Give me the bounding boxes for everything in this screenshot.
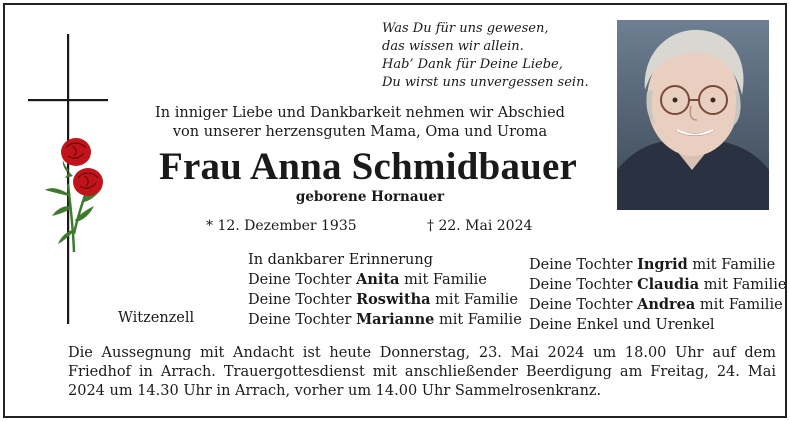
deceased-name: Frau Anna Schmidbauer (158, 145, 578, 188)
poem-line: das wissen wir allein. (382, 39, 524, 54)
mourner-line: Deine Tochter Anita mit Familie (248, 271, 487, 288)
poem-line: Du wirst uns unvergessen sein. (382, 75, 589, 90)
place-name: Witzenzell (118, 310, 195, 326)
mourners-right (529, 255, 787, 335)
maiden-name: geborene Hornauer (295, 189, 445, 205)
mourner-line: Deine Tochter Ingrid mit Familie (529, 256, 776, 273)
birth-date: * 12. Dezember 1935 (206, 218, 357, 234)
poem-line: Was Du für uns gewesen, (382, 21, 549, 36)
mourner-line: Deine Enkel und Urenkel (529, 317, 715, 333)
service-details: Die Aussegnung mit Andacht ist heute Donnerstag, 23. Mai 2024 um 18.00 Uhr auf dem Friedhof in Arrach. Trauergottesdienst mit anschließender Beerdigung am Freitag, 24. Mai 2024 um 14.30 Uhr in Arrach, vorher um 14.00 Uhr Sammelrosenkranz. (68, 345, 776, 399)
mourner-line: Deine Tochter Roswitha mit Familie (248, 291, 518, 308)
poem-line: Hab’ Dank für Deine Liebe, (382, 57, 563, 72)
mourners-heading: In dankbarer Erinnerung (248, 252, 434, 268)
portrait-photo (617, 20, 769, 210)
mourner-line: Deine Tochter Claudia mit Familie (529, 276, 787, 293)
intro-line: In inniger Liebe und Dankbarkeit nehmen wir Abschied (155, 105, 565, 121)
death-date: † 22. Mai 2024 (427, 218, 533, 234)
poem (382, 20, 589, 92)
roses-icon (40, 134, 110, 254)
intro-line: von unserer herzensguten Mama, Oma und Uroma (172, 124, 548, 140)
intro-text (130, 104, 590, 142)
mourner-line: Deine Tochter Marianne mit Familie (248, 311, 522, 328)
mourners-left (248, 250, 522, 330)
mourner-line: Deine Tochter Andrea mit Familie (529, 296, 783, 313)
